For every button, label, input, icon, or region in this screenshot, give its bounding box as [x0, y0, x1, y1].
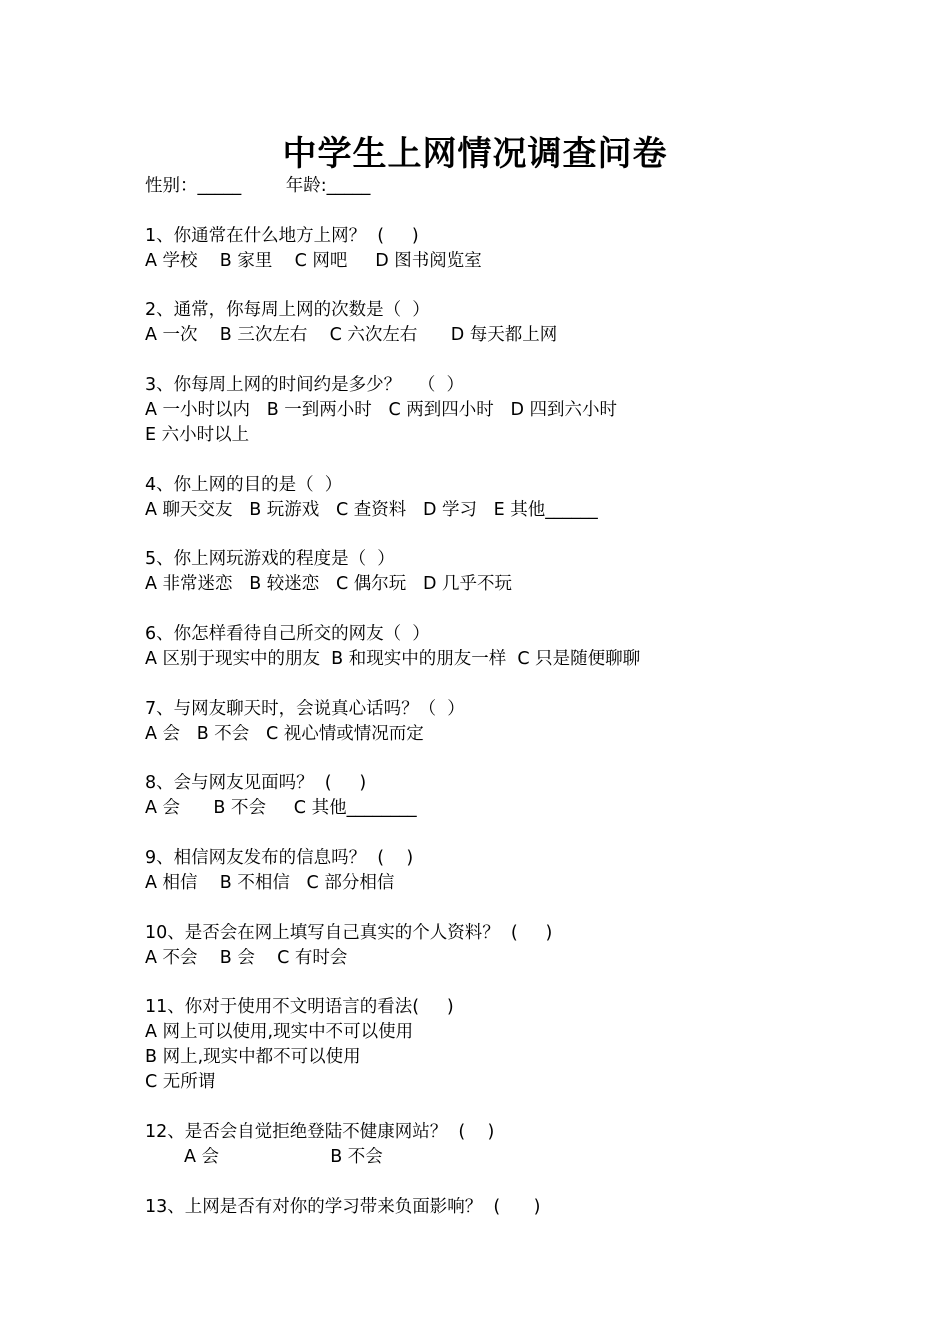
question-6-options: A 区别于现实中的朋友 B 和现实中的朋友一样 C 只是随便聊聊: [145, 649, 641, 669]
question-12-options: A 会 B 不会: [145, 1147, 383, 1167]
question-10: 10、是否会在网上填写自己真实的个人资料？ ( ): [145, 923, 553, 943]
question-8: 8、会与网友见面吗？ ( ): [145, 773, 367, 793]
question-2-options: A 一次 B 三次左右 C 六次左右 D 每天都上网: [145, 325, 558, 345]
question-4: 4、你上网的目的是（ ）: [145, 475, 343, 495]
question-7-options: A 会 B 不会 C 视心情或情况而定: [145, 724, 424, 744]
question-5: 5、你上网玩游戏的程度是（ ）: [145, 549, 395, 569]
question-5-options: A 非常迷恋 B 较迷恋 C 偶尔玩 D 几乎不玩: [145, 574, 512, 594]
question-11-option-a: A 网上可以使用,现实中不可以使用: [145, 1022, 414, 1042]
question-9: 9、相信网友发布的信息吗？ ( ): [145, 848, 414, 868]
question-11-option-c: C 无所谓: [145, 1072, 216, 1092]
question-6: 6、你怎样看待自己所交的网友（ ）: [145, 624, 430, 644]
question-7: 7、与网友聊天时，会说真心话吗？（ ）: [145, 699, 465, 719]
question-9-options: A 相信 B 不相信 C 部分相信: [145, 873, 395, 893]
question-11-option-b: B 网上,现实中都不可以使用: [145, 1047, 361, 1067]
question-4-options: A 聊天交友 B 玩游戏 C 查资料 D 学习 E 其他______: [145, 500, 598, 520]
question-2: 2、通常，你每周上网的次数是（ ）: [145, 300, 430, 320]
page-title: 中学生上网情况调查问卷: [282, 134, 668, 174]
question-12: 12、是否会自觉拒绝登陆不健康网站？ ( ): [145, 1122, 495, 1142]
question-8-options: A 会 B 不会 C 其他________: [145, 798, 417, 818]
question-3-options-cont: E 六小时以上: [145, 425, 250, 445]
question-1-options: A 学校 B 家里 C 网吧 D 图书阅览室: [145, 251, 482, 271]
question-10-options: A 不会 B 会 C 有时会: [145, 948, 348, 968]
question-13: 13、上网是否有对你的学习带来负面影响？ ( ): [145, 1197, 541, 1217]
question-3-options: A 一小时以内 B 一到两小时 C 两到四小时 D 四到六小时: [145, 400, 617, 420]
question-3: 3、你每周上网的时间约是多少？ （ ）: [145, 375, 464, 395]
info-line: 性别：_____ 年龄:_____: [145, 176, 371, 196]
question-11: 11、你对于使用不文明语言的看法( ): [145, 997, 454, 1017]
question-1: 1、你通常在什么地方上网？ ( ): [145, 226, 419, 246]
